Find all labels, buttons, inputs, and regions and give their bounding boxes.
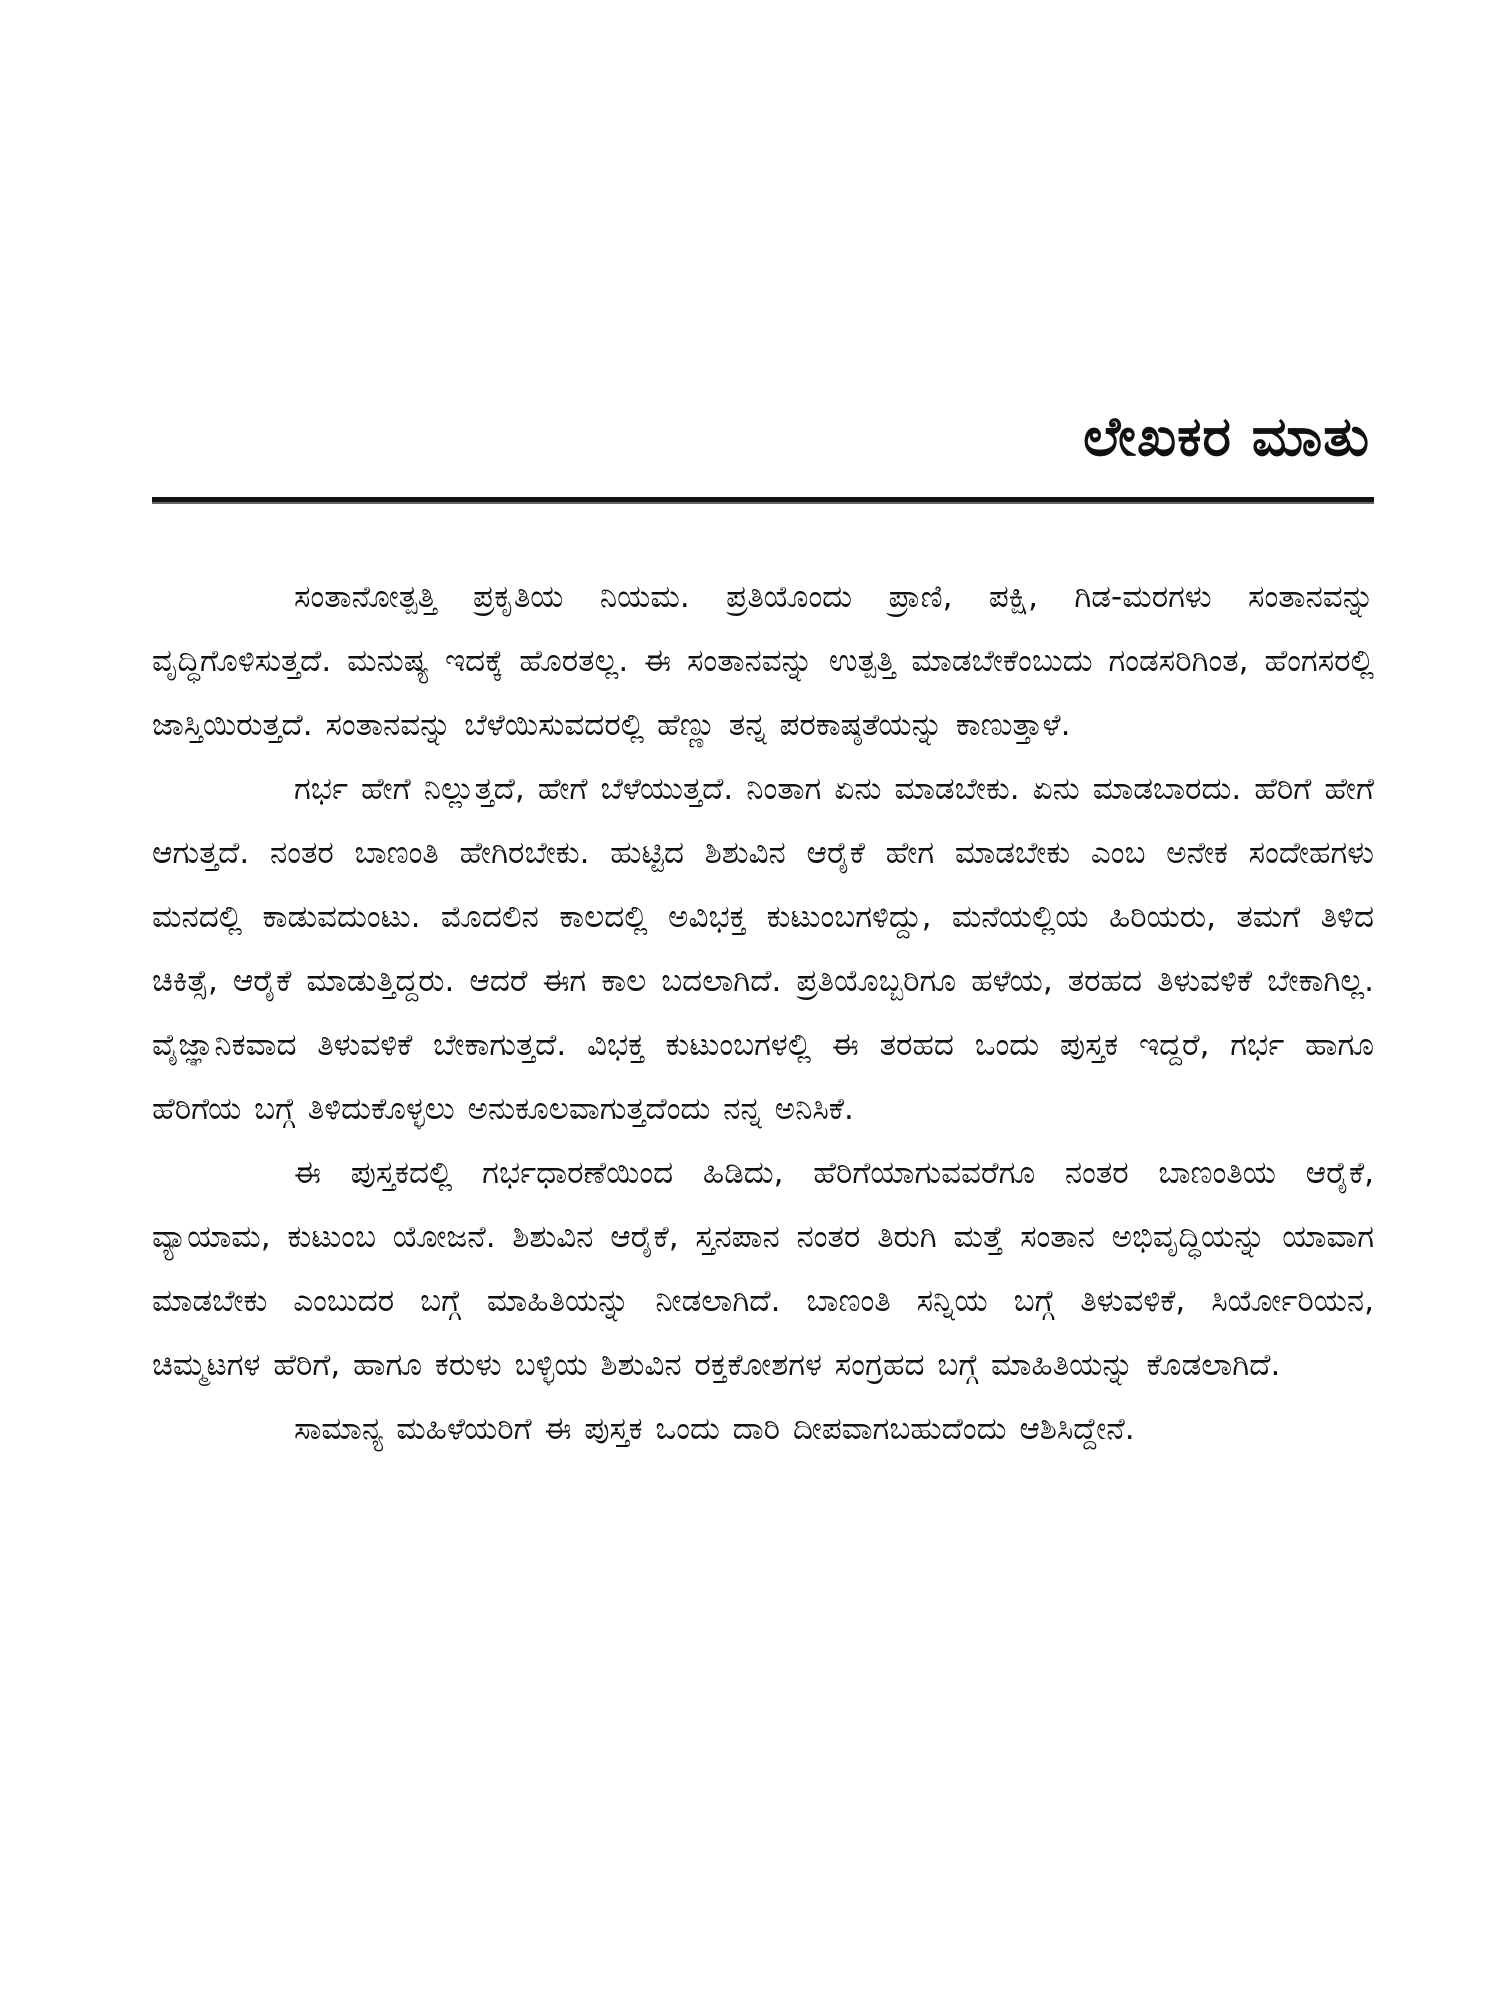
paragraph-1: ಸಂತಾನೋತ್ಪತ್ತಿ ಪ್ರಕೃತಿಯ ನಿಯಮ. ಪ್ರತಿಯೊಂದು ಪ್ರಾಣಿ, ಪಕ್ಷಿ, ಗಿಡ-ಮರಗಳು ಸಂತಾನವನ್ನು ವೃದ್ಧಿಗೊಳಿಸುತ್ತದೆ. ಮನುಷ್ಯ ಇದಕ್ಕೆ ಹೊರತಲ್ಲ. ಈ ಸಂತಾನವನ್ನು ಉತ್ಪತ್ತಿ ಮಾಡಬೇಕೆಂಬುದು ಗಂಡಸರಿಗಿಂತ, ಹೆಂಗಸರಲ್ಲಿ ಜಾಸ್ತಿಯಿರುತ್ತದೆ. ಸಂತಾನವನ್ನು ಬೆಳೆಯಿಸುವದರಲ್ಲಿ ಹೆಣ್ಣು ತನ್ನ ಪರಕಾಷ್ಠತೆಯನ್ನು ಕಾಣುತ್ತಾಳೆ. xyxy=(152,579,1374,743)
paragraph-3: ಈ ಪುಸ್ತಕದಲ್ಲಿ ಗರ್ಭಧಾರಣೆಯಿಂದ ಹಿಡಿದು, ಹೆರಿಗೆಯಾಗುವವರೆಗೂ ನಂತರ ಬಾಣಂತಿಯ ಆರೈಕೆ, ವ್ಯಾಯಾಮ, ಕುಟುಂಬ ಯೋಜನೆ. ಶಿಶುವಿನ ಆರೈಕೆ, ಸ್ತನಪಾನ ನಂತರ ತಿರುಗಿ ಮತ್ತೆ ಸಂತಾನ ಅಭಿವೃದ್ಧಿಯನ್ನು ಯಾವಾಗ ಮಾಡಬೇಕು ಎಂಬುದರ ಬಗ್ಗೆ ಮಾಹಿತಿಯನ್ನು ನೀಡಲಾಗಿದೆ. ಬಾಣಂತಿ ಸನ್ನಿಯ ಬಗ್ಗೆ ತಿಳುವಳಿಕೆ, ಸಿರ್ಯೋರಿಯನ, ಚಿಮ್ಮಟಗಳ ಹೆರಿಗೆ, ಹಾಗೂ ಕರುಳು ಬಳ್ಳಿಯ ಶಿಶುವಿನ ರಕ್ತಕೋಶಗಳ ಸಂಗ್ರಹದ ಬಗ್ಗೆ ಮಾಹಿತಿಯನ್ನು ಕೊಡಲಾಗಿದೆ. xyxy=(152,1155,1374,1383)
paragraph-2: ಗರ್ಭ ಹೇಗೆ ನಿಲ್ಲುತ್ತದೆ, ಹೇಗೆ ಬೆಳೆಯುತ್ತದೆ. ನಿಂತಾಗ ಏನು ಮಾಡಬೇಕು. ಏನು ಮಾಡಬಾರದು. ಹೆರಿಗೆ ಹೇಗೆ ಆಗುತ್ತದೆ. ನಂತರ ಬಾಣಂತಿ ಹೇಗಿರಬೇಕು. ಹುಟ್ಟಿದ ಶಿಶುವಿನ ಆರೈಕೆ ಹೇಗ ಮಾಡಬೇಕು ಎಂಬ ಅನೇಕ ಸಂದೇಹಗಳು ಮನದಲ್ಲಿ ಕಾಡುವದುಂಟು. ಮೊದಲಿನ ಕಾಲದಲ್ಲಿ ಅವಿಭಕ್ತ ಕುಟುಂಬಗಳಿದ್ದು, ಮನೆಯಲ್ಲಿಯ ಹಿರಿಯರು, ತಮಗೆ ತಿಳಿದ ಚಿಕಿತ್ಸೆ, ಆರೈಕೆ ಮಾಡುತ್ತಿದ್ದರು. ಆದರೆ ಈಗ ಕಾಲ ಬದಲಾಗಿದೆ. ಪ್ರತಿಯೊಬ್ಬರಿಗೂ ಹಳೆಯ, ತರಹದ ತಿಳುವಳಿಕೆ ಬೇಕಾಗಿಲ್ಲ. ವೈಜ್ಞಾನಿಕವಾದ ತಿಳುವಳಿಕೆ ಬೇಕಾಗುತ್ತದೆ. ವಿಭಕ್ತ ಕುಟುಂಬಗಳಲ್ಲಿ ಈ ತರಹದ ಒಂದು ಪುಸ್ತಕ ಇದ್ದರೆ, ಗರ್ಭ ಹಾಗೂ ಹೆರಿಗೆಯ ಬಗ್ಗೆ ತಿಳಿದುಕೊಳ್ಳಲು ಅನುಕೂಲವಾಗುತ್ತದೆಂದು ನನ್ನ ಅನಿಸಿಕೆ. xyxy=(152,771,1374,1127)
paragraph-4: ಸಾಮಾನ್ಯ ಮಹಿಳೆಯರಿಗೆ ಈ ಪುಸ್ತಕ ಒಂದು ದಾರಿ ದೀಪವಾಗಬಹುದೆಂದು ಆಶಿಸಿದ್ದೇನೆ. xyxy=(294,1411,1135,1447)
page-title: ಲೇಖಕರ ಮಾತು xyxy=(1083,405,1370,468)
body-text xyxy=(152,565,1374,1461)
title-underline xyxy=(152,497,1374,504)
